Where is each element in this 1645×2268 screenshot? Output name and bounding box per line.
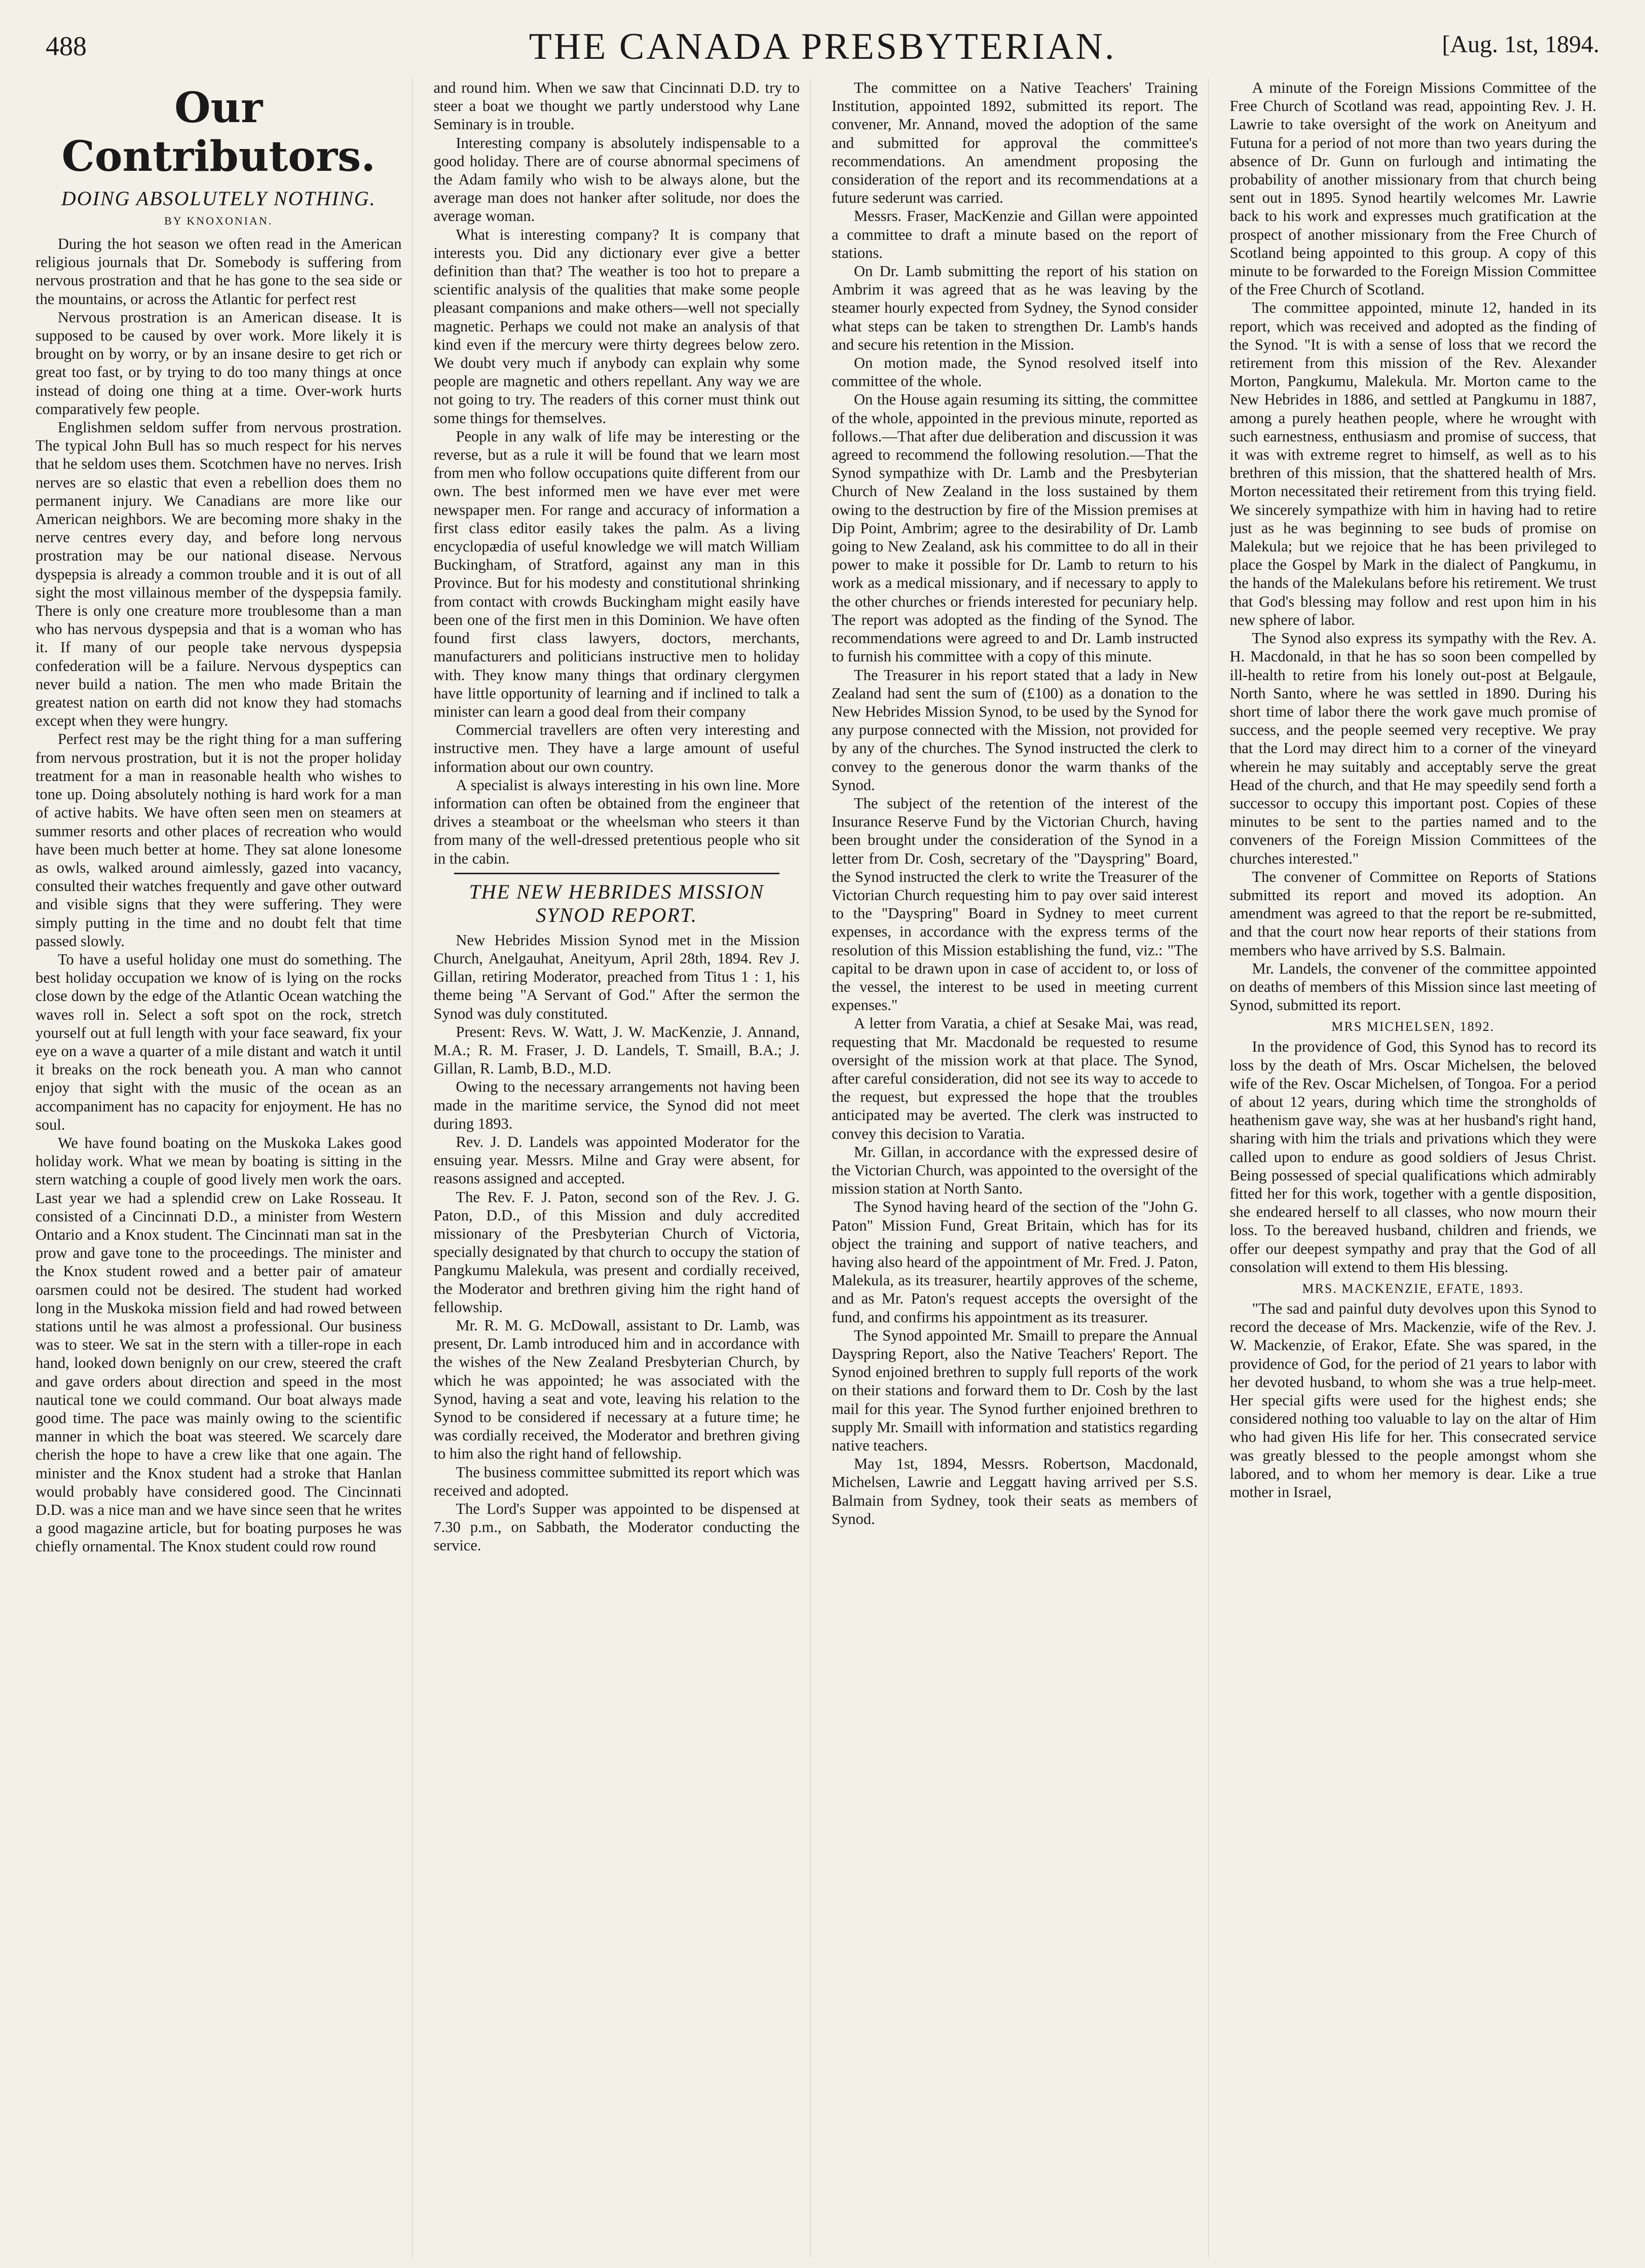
paragraph: Nervous prostration is an American disease. It is supposed to be caused by over work. More likely it is brought on by worry, or by an insane desire to get rich or great too fast, or by trying to do too many things at once instead of doing one thing at a time. Over-work hurts comparatively few people. [35, 308, 402, 418]
paragraph: Rev. J. D. Landels was appointed Moderator for the ensuing year. Messrs. Milne and Gray were absent, for reasons assigned and accepted. [433, 1133, 800, 1187]
paragraph: "The sad and painful duty devolves upon this Synod to record the decease of Mrs. Mackenzie, wife of the Rev. J. W. Mackenzie, of Erakor, Efate. She was spared, in the providence of God, for the period of 21 years to labor with her devoted husband, to whom she was a true help-meet. Her special gifts were used for the highest ends; she considered nothing too valuable to lay on the altar of Him who had given His life for her. This consecrated service was greatly blessed to the people amongst whom she labored, and to whom her memory is dear. Like a true mother in Israel, [1229, 1300, 1596, 1501]
paragraph: Mr. R. M. G. McDowall, assistant to Dr. Lamb, was present, Dr. Lamb introduced him and in accordance with the wishes of the New Zealand Presbyterian Church, by which he was appointed; he was associated with the Synod, having a seat and vote, leaving his relation to the Synod to be considered if necessary at a future time; he was cordially received, the Moderator and brethren giving to him also the right hand of fellowship. [433, 1317, 800, 1463]
department-heading: Our Contributors. [61, 84, 376, 181]
paragraph: Messrs. Fraser, MacKenzie and Gillan were appointed a committee to draft a minute based on the report of stations. [832, 207, 1198, 262]
paragraph: What is interesting company? It is company that interests you. Did any dictionary ever give a better definition than that? The weather is too hot to prepare a scientific analysis of the qualities that make some people pleasant companions and make others—well not specially magnetic. Perhaps we could not make an analysis of that kind even if the mercury were thirty degrees below zero. We doubt very much if anybody can explain why some people are magnetic and others repellant. Any way we are not going to try. The readers of this corner must think out some things for themselves. [433, 226, 800, 427]
column-4 [1230, 79, 1607, 2258]
newspaper-title: THE CANADA PRESBYTERIAN. [529, 26, 1116, 67]
paragraph: and round him. When we saw that Cincinnati D.D. try to steer a boat we thought we partly understood why Lane Seminary is in trouble. [433, 79, 800, 133]
paragraph: Interesting company is absolutely indispensable to a good holiday. There are of course abnormal specimens of the Adam family who wish to be always alone, but the average man does not hanker after solitude, nor does the average woman. [433, 134, 800, 225]
paragraph: A specialist is always interesting in his own line. More information can often be obtained from the engineer that drives a steamboat or the wheelsman who steers it than from many of the well-dressed pretentious people who sit in the cabin. [433, 776, 800, 867]
paragraph: A letter from Varatia, a chief at Sesake Mai, was read, requesting that Mr. Macdonald be requested to resume oversight of the mission work at that place. The Synod, after careful consideration, did not see its way to accede to the request, but expressed the hope that the troubles anticipated may be averted. The clerk was instructed to convey this decision to Varatia. [832, 1015, 1198, 1142]
columns [35, 79, 1606, 2258]
paragraph: The Treasurer in his report stated that a lady in New Zealand had sent the sum of (£100) as a donation to the New Hebrides Mission Synod, to be used by the Synod for any purpose connected with the Mission, not provided for by any of the churches. The Synod instructed the clerk to convey to the generous donor the warm thanks of the Synod. [832, 666, 1198, 794]
paragraph: The subject of the retention of the interest of the Insurance Reserve Fund by the Victorian Church, having been brought under the consideration of the Synod in a letter from Dr. Cosh, secretary of the "Dayspring" Board, the Synod instructed the clerk to write the Treasurer of the Victorian Church requesting him to pay over said interest to the "Dayspring" Board in Sydney to meet current expenses, in accordance with the express terms of the resolution of this Mission establishing the fund, viz.: "The capital to be drawn upon in case of accident to, or loss of the vessel, the interest to be used in meeting current expenses." [832, 794, 1198, 1014]
paragraph: The committee on a Native Teachers' Training Institution, appointed 1892, submitted its report. The convener, Mr. Annand, moved the adoption of the same and submitted for approval the committee's recommendations. An amendment proposing the consideration of the report and its recommendations at a future sederunt was carried. [832, 79, 1198, 207]
paragraph: A minute of the Foreign Missions Committee of the Free Church of Scotland was read, appointing Rev. J. H. Lawrie to take oversight of the work on Aneityum and Futuna for a period of not more than two years during the absence of Dr. Gunn on furlough and intimating the probability of another missionary from that church being sent out in 1895. Synod heartily welcomes Mr. Lawrie back to his work and expresses much gratification at the prospect of another missionary from the Free Church of Scotland being appointed to this group. A copy of this minute to be forwarded to the Foreign Mission Committee of the Free Church of Scotland. [1229, 79, 1596, 299]
paragraph: Mr. Gillan, in accordance with the expressed desire of the Victorian Church, was appointed to the oversight of the mission station at North Santo. [832, 1143, 1198, 1198]
subheading-mrs-michelsen: MRS MICHELSEN, 1892. [1331, 1019, 1495, 1034]
masthead [41, 15, 1604, 71]
paragraph: The Synod having heard of the section of the "John G. Paton" Mission Fund, Great Britain, which has for its object the training and support of native teachers, and having also heard of the appointment of Mr. Fred. J. Paton, Malekula, as its treasurer, heartily approves of the scheme, and as Mr. Paton's request accepts the oversight of the fund, and confirms his appointment as its treasurer. [832, 1198, 1198, 1326]
paragraph: On motion made, the Synod resolved itself into committee of the whole. [832, 354, 1198, 390]
issue-date: [Aug. 1st, 1894. [1442, 31, 1599, 58]
paragraph: On Dr. Lamb submitting the report of his station on Ambrim it was agreed that as he was leaving by the steamer hourly expected from Sydney, the Synod consider what steps can be taken to strengthen Dr. Lamb's hands and secure his retention in the Mission. [832, 263, 1198, 353]
paragraph: On the House again resuming its sitting, the committee of the whole, appointed in the previous minute, reported as follows.—That after due deliberation and discussion it was agreed to recommend the following resolution.—That the Synod sympathize with Dr. Lamb and the Presbyterian Church of New Zealand in the loss sustained by them owing to the destruction by fire of the Mission premises at Dip Point, Ambrim; agree to the desirability of Dr. Lamb going to New Zealand, ask his committee to do all in their power to make it possible for Dr. Lamb to return to his work as a medical missionary, and if necessary to apply to the other churches or friends interested for pecuniary help. The report was adopted as the finding of the Synod. The recommendations were agreed to and Dr. Lamb instructed to furnish his committee with a copy of this minute. [832, 391, 1198, 665]
paragraph: The Rev. F. J. Paton, second son of the Rev. J. G. Paton, D.D., of this Mission and duly accredited missionary of the Presbyterian Church of Victoria, specially designated by that church to occupy the station of Pangkumu Malekula, was present and cordially received, the Moderator and brethren giving him the right hand of fellowship. [433, 1188, 800, 1316]
article-1-title: DOING ABSOLUTELY NOTHING. [61, 187, 376, 210]
paragraph: The Synod also express its sympathy with the Rev. A. H. Macdonald, in that he has so soon been compelled by ill-health to retire from his lonely out-post at Belgaule, North Santo, where he was settled in 1890. During his short time of labor there the work gave much promise of success, and the people seemed very receptive. We pray that the Lord may direct him to a corner of the vineyard wherein he may suitably and acceptably serve the great Head of the church, and that He may speedily send forth a successor to occupy this important post. Copies of these minutes to be sent to the parties named and to the conveners of the Foreign Mission Committees of the churches interested." [1229, 629, 1596, 867]
column-1 [35, 79, 413, 2258]
section-rule [454, 873, 780, 874]
column-2 [434, 79, 811, 2258]
paragraph: The Synod appointed Mr. Smaill to prepare the Annual Dayspring Report, also the Native Teachers' Report. The Synod enjoined brethren to supply full reports of the work on their stations and forward them to Dr. Cosh by the last mail for this year. The Synod further enjoined brethren to supply Mr. Smaill with information and statistics regarding native teachers. [832, 1326, 1198, 1455]
column-3 [832, 79, 1209, 2258]
paragraph: The committee appointed, minute 12, handed in its report, which was received and adopted as the finding of the Synod. "It is with a sense of loss that we record the retirement from this mission of the Rev. Alexander Morton, Pangkumu, Malekula. Mr. Morton came to the New Hebrides in 1886, and settled at Pangkumu in 1887, among a purely heathen people, where he wrought with such earnestness, enthusiasm and promise of success, that it was with extreme regret to himself, as well as to his brethren of this mission, that the shattered health of Mrs. Morton necessitated their retirement from this trying field. We sincerely sympathize with him in having had to retire just as he was beginning to see buds of promise on Malekula; but we rejoice that he has been privileged to place the Gospel by Mark in the dialect of Pangkumu, in the hands of the Malekulans before his retirement. We trust that God's blessing may follow and rest upon him in his new sphere of labor. [1229, 299, 1596, 628]
paragraph: In the providence of God, this Synod has to record its loss by the death of Mrs. Oscar Michelsen, the beloved wife of the Rev. Oscar Michelsen, of Tongoa. For a period of about 12 years, during which time the strongholds of heathenism gave way, she was at her husband's right hand, sharing with him the trials and privations which they were called upon to endure as good soldiers of Jesus Christ. Being possessed of special qualifications which admirably fitted her for this work, together with a gentle disposition, she endeared herself to all classes, who now mourn their loss. To the bereaved husband, children and friends, we offer our deepest sympathy and pray that the God of all consolation will extend to them His blessing. [1229, 1038, 1596, 1276]
paragraph: Owing to the necessary arrangements not having been made in the maritime service, the Synod did not meet during 1893. [433, 1078, 800, 1132]
subheading-mrs-mackenzie: MRS. MACKENZIE, EFATE, 1893. [1302, 1281, 1524, 1296]
article-2-title: THE NEW HEBRIDES MISSION SYNOD REPORT. [469, 880, 764, 926]
paragraph: Mr. Landels, the convener of the committee appointed on deaths of members of this Mission since last meeting of Synod, submitted its report. [1229, 959, 1596, 1014]
paragraph: Commercial travellers are often very interesting and instructive men. They have a large amount of useful information about our own country. [433, 721, 800, 775]
article-1-byline: BY KNOXONIAN. [164, 214, 273, 227]
paragraph: To have a useful holiday one must do something. The best holiday occupation we know of is lying on the rocks close down by the edge of the Atlantic Ocean watching the waves roll in. Select a soft spot on the rock, stretch yourself out at full length with your face seaward, fix your eye on a wave a quarter of a mile distant and watch it until it breaks on the rock beneath you. A man who cannot enjoy that sight with the music of the ocean as an accompaniment has no capacity for enjoyment. He has no soul. [35, 950, 402, 1133]
paragraph: We have found boating on the Muskoka Lakes good holiday work. What we mean by boating is sitting in the stern watching a couple of good lively men work the oars. Last year we had a splendid crew on Lake Rosseau. It consisted of a Cincinnati D.D., a minister from Western Ontario and a Knox student. The Cincinnati man sat in the prow and gave tone to the proceedings. The minister and the Knox student rowed and a better pair of amateur oarsmen could not be desired. The student had worked long in the Muskoka mission field and had rowed between stations until he was almost a professional. Our business was to steer. We sat in the stern with a tiller-rope in each hand, looked down benignly on our crew, steered the craft and gave orders about direction and speed in the most nautical tone we could command. Our boat always made good time. The pace was mainly owing to the scientific manner in which the boat was steered. We scarcely dare cherish the hope to have a crew like that one again. The minister and the Knox student had a stroke that Hanlan would probably have considered good. The Cincinnati D.D. was a nice man and we have since seen that he writes a good magazine article, but for boating purposes he was chiefly ornamental. The Knox student could row round [35, 1134, 402, 1555]
paragraph: The Lord's Supper was appointed to be dispensed at 7.30 p.m., on Sabbath, the Moderator conducting the service. [433, 1500, 800, 1554]
paragraph: The business committee submitted its report which was received and adopted. [433, 1463, 800, 1499]
paragraph: New Hebrides Mission Synod met in the Mission Church, Anelgauhat, Aneityum, April 28th, 1894. Rev J. Gillan, retiring Moderator, preached from Titus 1 : 1, his theme being "A Servant of God." After the sermon the Synod was duly constituted. [433, 931, 800, 1022]
paragraph: Perfect rest may be the right thing for a man suffering from nervous prostration, but it is not the proper holiday treatment for a man in reasonable health who wishes to tone up. Doing absolutely nothing is hard work for a man of active habits. We have often seen men on steamers at summer resorts and other places of recreation who would have been much better at home. They sat alone lonesome as owls, walked around aimlessly, gazed into vacancy, consulted their watches frequently and gave other outward and visible signs that they were suffering. They were simply putting in the time and no doubt felt that time passed slowly. [35, 730, 402, 950]
paragraph: Present: Revs. W. Watt, J. W. MacKenzie, J. Annand, M.A.; R. M. Fraser, J. D. Landels, T. Smaill, B.A.; J. Gillan, R. Lamb, B.D., M.D. [433, 1023, 800, 1077]
paragraph: The convener of Committee on Reports of Stations submitted its report and moved its adoption. An amendment was agreed to that the report be re-submitted, and that the court now hear reports of their stations from members who have arrived by S.S. Balmain. [1229, 868, 1596, 959]
page-number: 488 [46, 31, 87, 61]
paragraph: May 1st, 1894, Messrs. Robertson, Macdonald, Michelsen, Lawrie and Leggatt having arrived per S.S. Balmain from Sydney, took their seats as members of Synod. [832, 1455, 1198, 1528]
paragraph: Englishmen seldom suffer from nervous prostration. The typical John Bull has so much respect for his nerves that he seldom uses them. Scotchmen have no nerves. Irish nerves are so elastic that even a rebellion does them no permanent injury. We Canadians are more like our American neighbors. We are becoming more shaky in the nerve centres every day, and before long nervous prostration may be our national disease. Nervous dyspepsia is already a common trouble and it is out of all sight the most villainous member of the dyspepsia family. There is only one creature more troublesome than a man who has nervous dyspepsia and that is a woman who has it. If many of our people take nervous dyspepsia confederation will be a failure. Nervous dyspeptics can never build a nation. The men who made Britain the greatest nation on earth did not know they had stomachs except when they were hungry. [35, 419, 402, 730]
paragraph: During the hot season we often read in the American religious journals that Dr. Somebody is suffering from nervous prostration and that he has gone to the sea side or the mountains, or across the Atlantic for perfect rest [35, 235, 402, 308]
paragraph: People in any walk of life may be interesting or the reverse, but as a rule it will be found that we learn most from men who follow occupations quite different from our own. The best informed men we have ever met were newspaper men. For range and accuracy of information a first class editor easily takes the palm. As a living encyclopædia of useful knowledge we will match William Buckingham, of Stratford, against any man in this Province. But for his modesty and constitutional shrinking from contact with crowds Buckingham might easily have been one of the first men in this Dominion. We have often found first class lawyers, doctors, merchants, manufacturers and politicians instructive men to holiday with. They know many things that ordinary clergymen have little opportunity of learning and if inclined to talk a minister can learn a good deal from their company [433, 427, 800, 720]
